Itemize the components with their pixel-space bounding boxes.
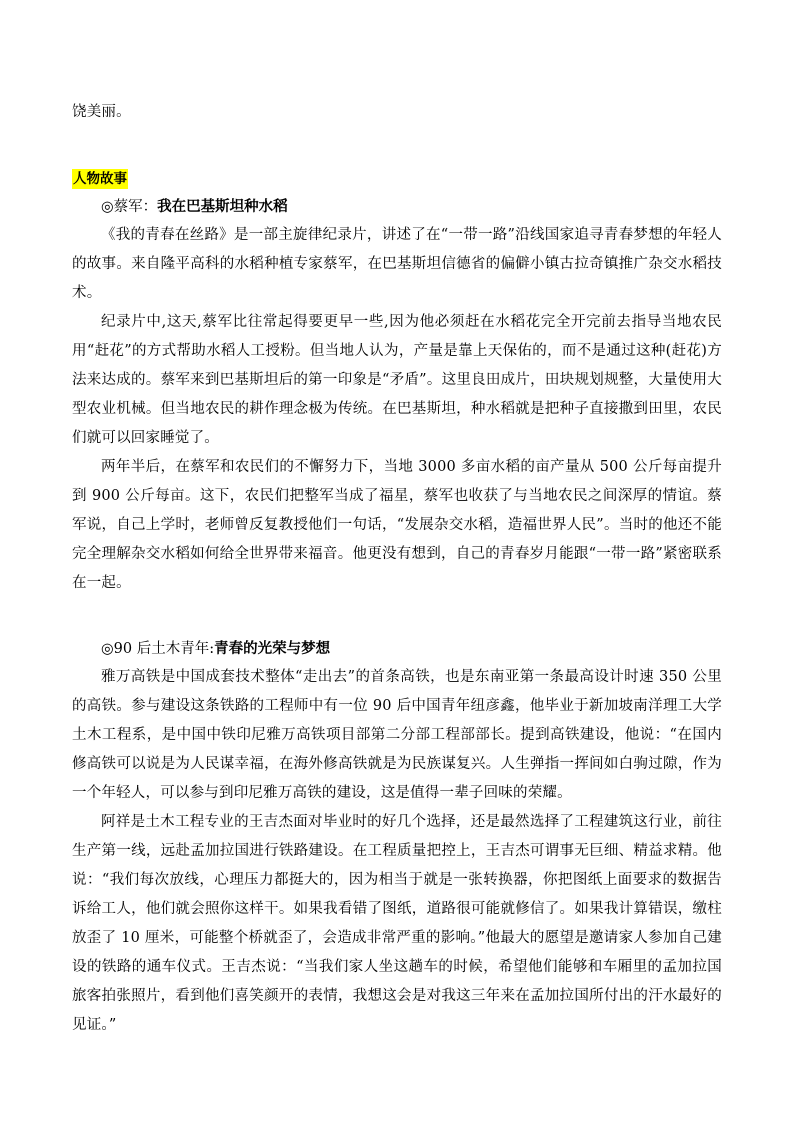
story1-heading: [72, 192, 722, 221]
document-body: [72, 98, 722, 1040]
story1-paragraph: 纪录片中,这天,蔡军比往常起得要更早一些,因为他必须赶在水稻花完全开完前去指导当地农民用“赶花”的方式帮助水稻人工授粉。但当地人认为，产量是靠上天保佑的，而不是通过这种(赶花)方法来达成的。蔡军来到巴基斯坦后的第一印象是“矛盾”。这里良田成片，田块规划规整，大量使用大型农业机械。但当地农民的耕作理念极为传统。在巴基斯坦，种水稻就是把种子直接撒到田里，农民们就可以回家睡觉了。: [72, 314, 722, 446]
story2-heading-mark: ◎90 后土木青年:: [101, 641, 215, 657]
story1-paragraph: 《我的青春在丝路》是一部主旋律纪录片，讲述了在“一带一路”沿线国家追寻青春梦想的年轻人的故事。来自隆平高科的水稻种植专家蔡军，在巴基斯坦信德省的偏僻小镇古拉奇镇推广杂交水稻技术。: [72, 227, 722, 301]
intro-tail-text: 饶美丽。: [72, 104, 131, 120]
section-tag: [72, 163, 722, 192]
section-tag-label: 人物故事: [73, 171, 127, 187]
story2-paragraph: 阿祥是土木工程专业的王吉杰面对毕业时的好几个选择，还是最然选择了工程建筑这行业，前往生产第一线，远赴孟加拉国进行铁路建设。在工程质量把控上，王吉杰可谓事无巨细、精益求精。他说：“我们每次放线，心理压力都挺大的，因为相当于就是一张转换器，你把图纸上面要求的数据告诉给工人，他们就会照你这样干。如果我看错了图纸，道路很可能就修信了。如果我计算错误，缴柱放歪了 10 厘米，可能整个桥就歪了，会造成非常严重的影响。”他最大的愿望是邀请家人参加自己建设的铁路的通车仪式。王吉杰说：“当我们家人坐这趟车的时候，希望他们能够和车厢里的孟加拉国旅客拍张照片，看到他们喜笑颜开的表情，我想这会是对我这三年来在孟加拉国所付出的汗水最好的见证。”: [72, 814, 722, 1033]
story1-heading-mark: ◎蔡军：: [101, 199, 158, 215]
story1-paragraph: 两年半后，在蔡军和农民们的不懈努力下，当地 3000 多亩水稻的亩产量从 500 公斤每亩提升到 900 公斤每亩。这下，农民们把整军当成了福星，蔡军也收获了与当地农民之间深厚的情谊。蔡军说，自己上学时，老师曾反复教授他们一句话，“发展杂交水稻，造福世界人民”。当时的他还不能完全理解杂交水稻如何给全世界带来福音。他更没有想到，自己的青春岁月能跟“一带一路”紧密联系在一起。: [72, 459, 722, 591]
story2-heading: [72, 634, 722, 663]
story2-heading-title: 青春的光荣与梦想: [214, 640, 331, 657]
story1-heading-title: 我在巴基斯坦种水稻: [157, 198, 288, 215]
story2-paragraph: 雅万高铁是中国成套技术整体“走出去”的首条高铁，也是东南亚第一条最高设计时速 350 公里的高铁。参与建设这条铁路的工程师中有一位 90 后中国青年纽彦鑫，他毕业于新加坡南洋理工大学土木工程系，是中国中铁印尼雅万高铁项目部第二分部工程部部长。提到高铁建设，他说：“在国内修高铁可以说是为人民谋幸福，在海外修高铁就是为民族谋复兴。人生弹指一挥间如白驹过隙，作为一个年轻人，可以参与到印尼雅万高铁的建设，这是值得一辈子回味的荣耀。: [72, 669, 722, 801]
